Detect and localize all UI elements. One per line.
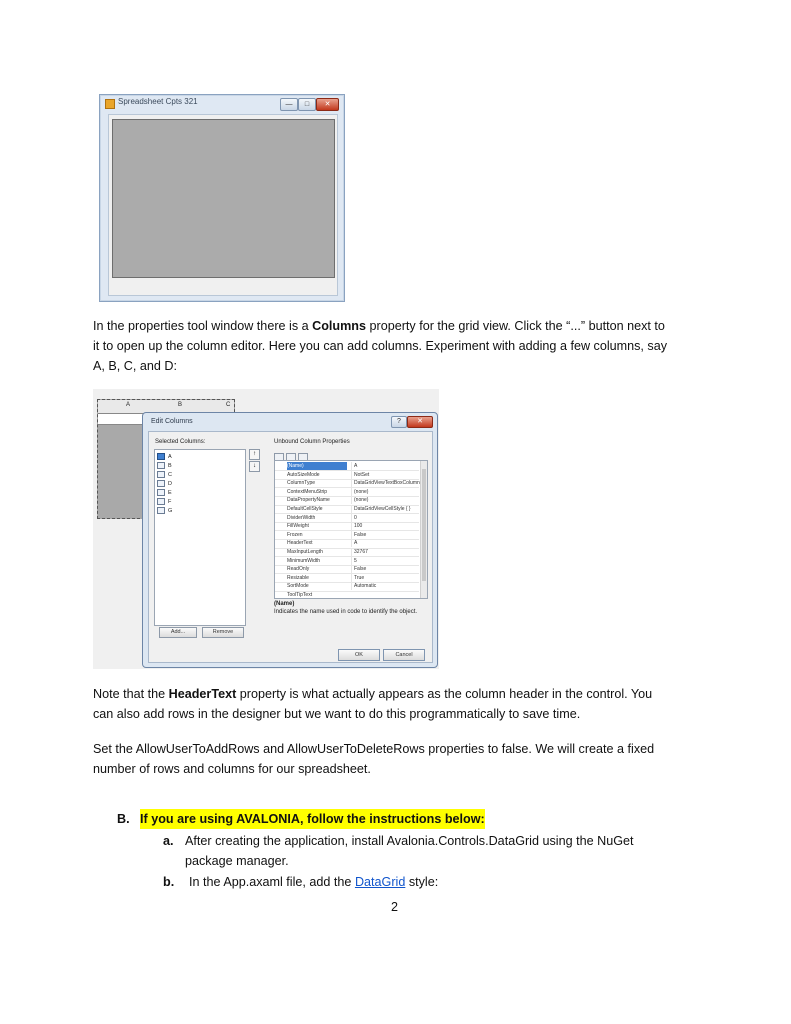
property-name: DividerWidth [287, 514, 316, 521]
window-title: Spreadsheet Cpts 321 [118, 97, 198, 106]
selected-columns-label: Selected Columns: [155, 439, 206, 445]
cancel-button[interactable]: Cancel [383, 649, 425, 661]
window-titlebar [100, 95, 344, 113]
property-name: (Name) [287, 462, 347, 470]
property-name: ContextMenuStrip [287, 488, 328, 495]
p2-text-rest: property is what actually appears as the column header in the control. You [236, 687, 653, 701]
item-a-line1: After creating the application, install Avalonia.Controls.DataGrid using the NuGet [185, 834, 634, 848]
property-scrollbar[interactable] [420, 461, 427, 598]
section-b-heading-text: If you are using AVALONIA, follow the instructions below: [140, 809, 485, 829]
property-value[interactable]: 0 [351, 514, 422, 522]
column-item[interactable] [157, 480, 172, 488]
unbound-properties-label: Unbound Column Properties [274, 439, 350, 445]
column-item[interactable] [157, 498, 171, 506]
close-button[interactable]: ✕ [316, 98, 339, 111]
p1-bold-columns: Columns [312, 319, 366, 333]
property-value[interactable]: False [351, 565, 422, 573]
p1-text-before: In the properties tool window there is a [93, 319, 313, 333]
column-icon [157, 453, 165, 460]
section-b-item-a [163, 831, 723, 871]
paragraph-allow-user [93, 739, 733, 779]
column-label: E [168, 489, 172, 496]
property-value[interactable]: 100 [351, 522, 422, 530]
datagrid-link[interactable]: DataGrid [354, 875, 406, 889]
property-name: Frozen [287, 531, 303, 538]
move-down-button[interactable]: ↓ [249, 461, 260, 472]
section-b-marker: B. [117, 812, 130, 826]
item-b-marker: b. [163, 875, 175, 889]
property-name: HeaderText [287, 540, 313, 547]
property-value[interactable]: (none) [351, 496, 422, 504]
property-name: DefaultCellStyle [287, 506, 323, 512]
column-item[interactable] [157, 462, 172, 470]
p1-text-rest: property for the grid view. Click the “...” button next to [366, 319, 665, 333]
move-up-button[interactable]: ↑ [249, 449, 260, 460]
property-name: FillWeight [287, 523, 309, 530]
property-name: MinimumWidth [287, 557, 321, 564]
column-label: G [168, 507, 173, 514]
designer-header-b: B [178, 402, 183, 408]
designer-header-a: A [126, 402, 131, 408]
property-value[interactable]: 5 [351, 557, 422, 565]
app-icon [105, 99, 115, 109]
p1-line3: A, B, C, and D: [93, 359, 177, 373]
property-value[interactable]: False [351, 531, 422, 539]
property-value[interactable]: DataGridViewCellStyle { } [351, 505, 422, 513]
property-value[interactable]: A [351, 462, 422, 470]
section-b-heading [117, 809, 737, 829]
property-name: ReadOnly [287, 566, 310, 573]
column-label: B [168, 462, 172, 469]
column-item[interactable] [157, 507, 172, 515]
property-value[interactable]: (none) [351, 488, 422, 496]
p2-bold-headertext: HeaderText [168, 687, 237, 701]
property-value[interactable]: A [351, 539, 422, 547]
column-item[interactable] [157, 489, 172, 497]
form-client-area [108, 114, 338, 296]
scrollbar-thumb[interactable] [422, 469, 426, 581]
section-b-item-b [163, 872, 723, 892]
column-item[interactable] [157, 453, 172, 461]
item-b-text-before: In the App.axaml file, add the [189, 875, 355, 889]
minimize-button[interactable]: — [280, 98, 298, 111]
page-number: 2 [391, 900, 399, 914]
property-name: ColumnType [287, 480, 316, 487]
column-item[interactable] [157, 471, 172, 479]
paragraph-headertext [93, 684, 733, 724]
ok-button[interactable]: OK [338, 649, 380, 661]
property-value[interactable]: DataGridViewTextBoxColumn [351, 479, 422, 487]
description-text: Indicates the name used in code to identify the object. [274, 609, 418, 615]
column-label: A [168, 453, 172, 460]
column-icon [157, 462, 165, 469]
designer-header-c: C [226, 402, 231, 408]
p2-line2: can also add rows in the designer but we want to do this programmatically to save time. [93, 707, 581, 721]
column-label: D [168, 480, 172, 487]
item-a-line2: package manager. [185, 854, 289, 868]
property-row[interactable] [275, 591, 419, 599]
remove-column-button[interactable]: Remove [202, 627, 244, 638]
p3-line1: Set the AllowUserToAddRows and AllowUserToDeleteRows properties to false. We will create a fixed [93, 742, 655, 756]
item-b-text-after: style: [405, 875, 439, 889]
property-name: SortMode [287, 583, 309, 590]
property-name: Resizable [287, 574, 309, 581]
property-value[interactable]: 32767 [351, 548, 422, 556]
dialog-body [148, 431, 433, 663]
column-icon [157, 498, 165, 505]
property-value[interactable]: Automatic [351, 582, 422, 590]
datagrid-placeholder[interactable] [112, 119, 335, 278]
property-name: DataPropertyName [287, 497, 330, 504]
p3-line2: number of rows and columns for our spreadsheet. [93, 762, 371, 776]
column-label: F [168, 498, 172, 505]
add-column-button[interactable]: Add... [159, 627, 197, 638]
column-icon [157, 480, 165, 487]
description-title: (Name) [274, 601, 295, 607]
dialog-help-button[interactable]: ? [391, 416, 407, 428]
edit-columns-dialog [142, 412, 438, 668]
property-value[interactable]: NotSet [351, 471, 422, 479]
property-name: ToolTipText [287, 592, 313, 598]
property-name: AutoSizeMode [287, 471, 320, 478]
property-value[interactable]: True [351, 574, 422, 582]
edit-columns-screenshot [93, 389, 439, 669]
column-icon [157, 471, 165, 478]
maximize-button[interactable]: □ [298, 98, 316, 111]
item-a-marker: a. [163, 834, 174, 848]
column-icon [157, 489, 165, 496]
property-grid[interactable] [274, 460, 428, 599]
column-label: C [168, 471, 172, 478]
selected-columns-list[interactable] [154, 449, 246, 626]
p2-text-before: Note that the [93, 687, 169, 701]
property-name: MaxInputLength [287, 549, 323, 555]
dialog-title: Edit Columns [151, 418, 193, 425]
paragraph-columns-property [93, 316, 733, 376]
dialog-close-button[interactable]: ✕ [407, 416, 433, 428]
form-window-screenshot [99, 94, 345, 302]
p1-line2: it to open up the column editor. Here you can add columns. Experiment with adding a few columns, say [93, 339, 668, 353]
column-icon [157, 507, 165, 514]
